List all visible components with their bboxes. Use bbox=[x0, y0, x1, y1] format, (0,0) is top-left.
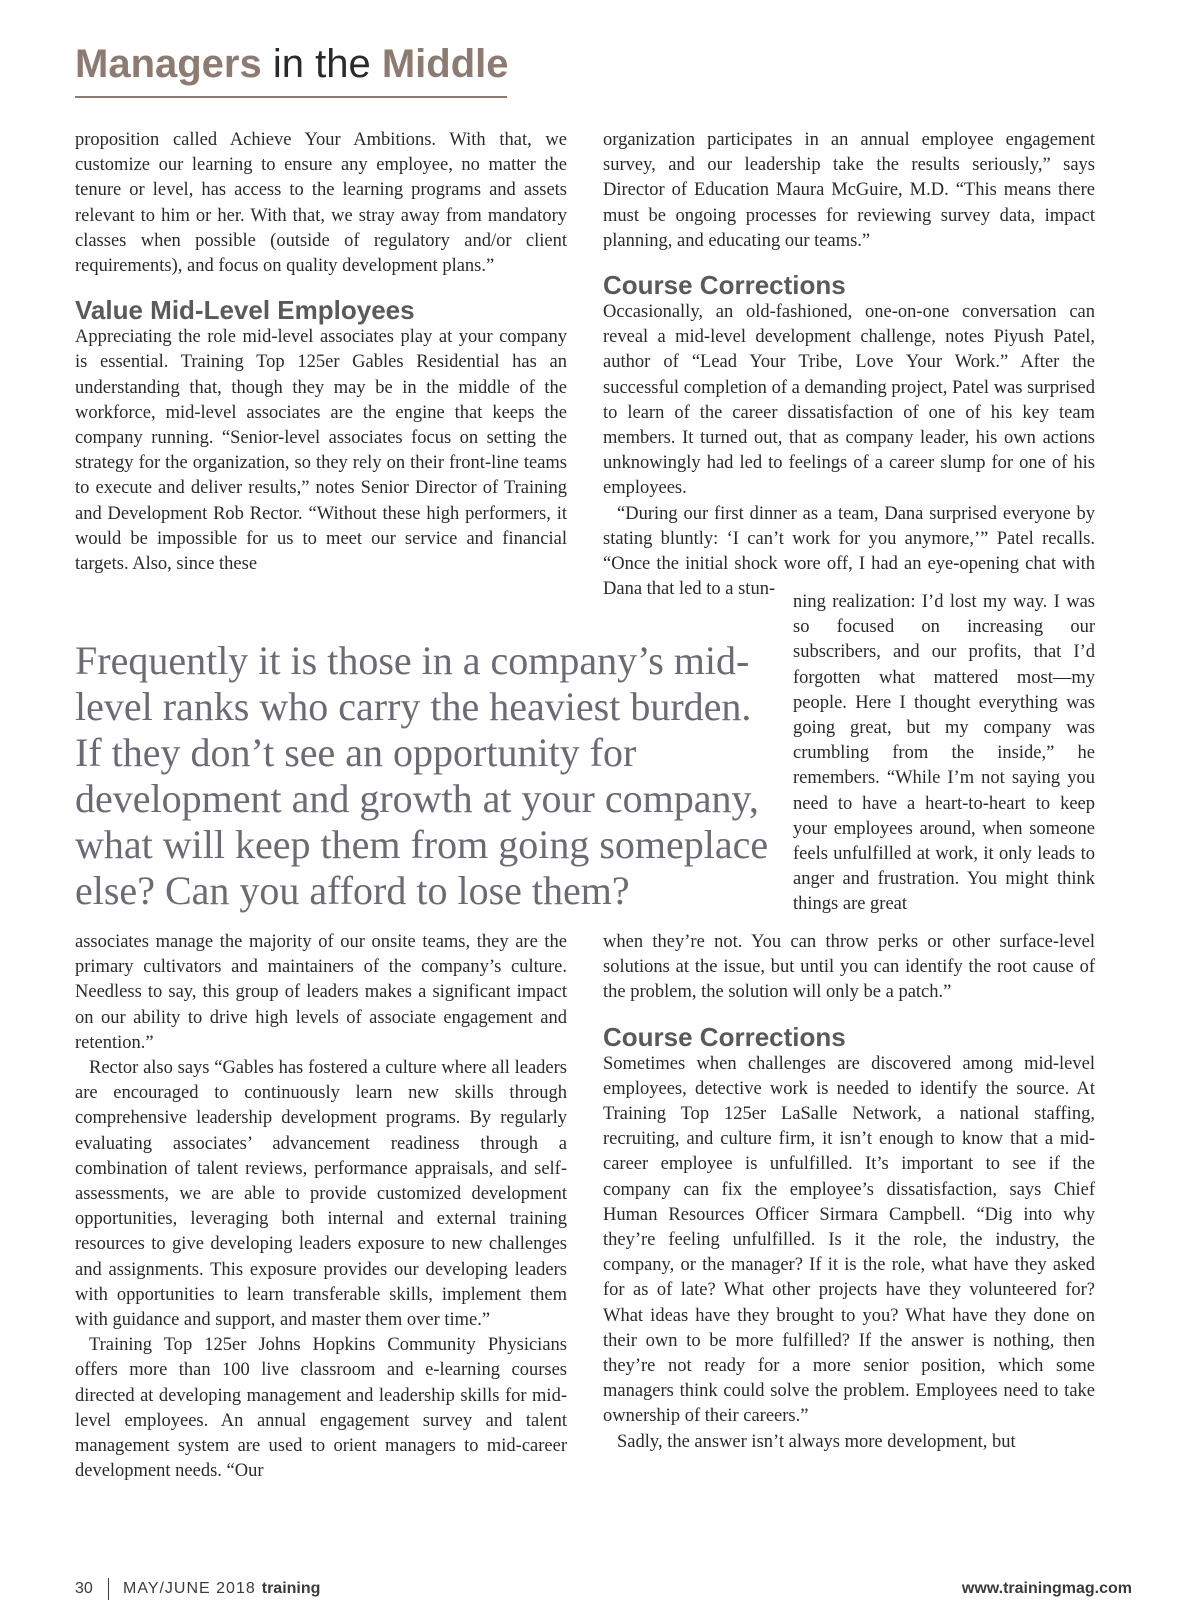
pull-quote: Frequently it is those in a company’s mid-level ranks who carry the heaviest burden. If they don’t see an opportunity for development and growth at your company, what will keep them from going someplace else? Can you afford to lose them? bbox=[75, 638, 769, 913]
paragraph: “During our first dinner as a team, Dana surprised everyone by stating bluntly: ‘I can’t work for you anymore,’” Patel recalls. “Once the initial shock wore off, I had an eye-opening chat with Dana that led to a stun- bbox=[603, 503, 1095, 600]
header-word-managers: Managers bbox=[75, 42, 262, 86]
paragraph: Rector also says “Gables has fostered a culture where all leaders are encouraged to continuously learn new skills through comprehensive leadership development programs. By regularly evaluating associates’ advancement readiness through a combination of talent reviews, performance appraisals, and self-assessments, we are able to provide customized development opportunities, leveraging both internal and external training resources to give developing leaders exposure to new challenges and assignments. This exposure provides our developing leaders with opportunities to learn transferable skills, implement them with guidance and support, and master them over time.” bbox=[75, 1058, 567, 1331]
left-column-bottom bbox=[75, 930, 567, 1484]
right-column-narrow bbox=[793, 590, 1095, 918]
footer-divider bbox=[108, 1578, 109, 1600]
page-header bbox=[75, 40, 509, 88]
page-footer bbox=[75, 1580, 1132, 1602]
magazine-name: training bbox=[261, 1580, 321, 1597]
issue-date bbox=[123, 1580, 320, 1598]
page-number: 30 bbox=[75, 1580, 93, 1597]
paragraph: when they’re not. You can throw perks or other surface-level solutions at the issue, but until you can identify the root cause of the problem, the solution will only be a patch.” bbox=[603, 932, 1095, 1003]
paragraph: organization participates in an annual employee engagement survey, and our leadership take the results seriously,” says Director of Education Maura McGuire, M.D. “This means there must be ongoing processes for reviewing survey data, impact planning, and educating our teams.” bbox=[603, 130, 1095, 251]
issue-label: MAY/JUNE 2018 bbox=[123, 1580, 256, 1597]
section-heading: Course Corrections bbox=[603, 270, 846, 301]
paragraph: Occasionally, an old-fashioned, one-on-one conversation can reveal a mid-level development challenge, notes Piyush Patel, author of “Lead Your Tribe, Love Your Work.” After the successful completion of a demanding project, Patel was surprised to learn of the career dissatisfaction of one of his key team members. It turned out, that as company leader, his own actions unknowingly had led to feelings of a career slump for one of his employees. bbox=[603, 302, 1095, 499]
section-heading: Course Corrections bbox=[603, 1021, 846, 1052]
paragraph: Training Top 125er Johns Hopkins Community Physicians offers more than 100 live classroom and e-learning courses directed at developing management and leadership skills for mid-level employees. An annual engagement survey and talent management system are used to orient managers to mid-career development needs. “Our bbox=[75, 1335, 567, 1482]
right-column-bottom bbox=[603, 930, 1095, 1455]
section-heading: Value Mid-Level Employees bbox=[75, 295, 415, 326]
right-column-top bbox=[603, 128, 1095, 602]
paragraph: Appreciating the role mid-level associates play at your company is essential. Training Top 125er Gables Residential has an understanding that, though they may be in the middle of the workforce, mid-level associates are the engine that keeps the company running. “Senior-level associates focus on setting the strategy for the organization, so they rely on their front-line teams to execute and deliver results,” notes Senior Director of Training and Development Rob Rector. “Without these high performers, it would be impossible for us to meet our service and financial targets. Also, since these bbox=[75, 327, 567, 575]
header-word-middle: Middle bbox=[381, 42, 509, 86]
paragraph: Sadly, the answer isn’t always more development, but bbox=[617, 1431, 1016, 1452]
paragraph: associates manage the majority of our onsite teams, they are the primary cultivators and maintainers of the company’s culture. Needless to say, this group of leaders makes a significant impact on our ability to drive high levels of associate engagement and retention.” bbox=[75, 932, 567, 1053]
header-word-in-the: in the bbox=[261, 42, 382, 86]
left-column-top bbox=[75, 128, 567, 577]
website-link[interactable]: www.trainingmag.com bbox=[961, 1580, 1132, 1597]
header-rule bbox=[75, 96, 507, 98]
paragraph: proposition called Achieve Your Ambitions. With that, we customize our learning to ensure any employee, no matter the tenure or level, has access to the learning programs and assets relevant to him or her. With that, we stray away from mandatory classes when possible (outside of regulatory and/or client requirements), and focus on quality development plans.” bbox=[75, 130, 567, 277]
paragraph: ning realization: I’d lost my way. I was so focused on increasing our subscribers, and our profits, that I’d forgotten what mattered most—my people. Here I thought everything was going great, but my company was crumbling from the inside,” he remembers. “While I’m not saying you need to have a heart-to-heart to keep your employees around, when someone feels unfulfilled at work, it only leads to anger and frustration. You might think things are great bbox=[793, 592, 1095, 915]
paragraph: Sometimes when challenges are discovered among mid-level employees, detective work is needed to identify the source. At Training Top 125er LaSalle Network, a national staffing, recruiting, and culture firm, it isn’t enough to know that a mid-career employee is unfulfilled. It’s important to see if the company can fix the employee’s dissatisfaction, says Chief Human Resources Officer Sirmara Campbell. “Dig into why they’re feeling unfulfilled. Is it the role, the industry, the company, or the manager? If it is the role, what have they asked for as of late? What other projects have they volunteered for? What ideas have they brought to you? What have they done on their own to be more fulfilled? If the answer is nothing, then they’re not ready for a more senior position, which some managers think could solve the problem. Employees need to take ownership of their careers.” bbox=[603, 1053, 1095, 1427]
